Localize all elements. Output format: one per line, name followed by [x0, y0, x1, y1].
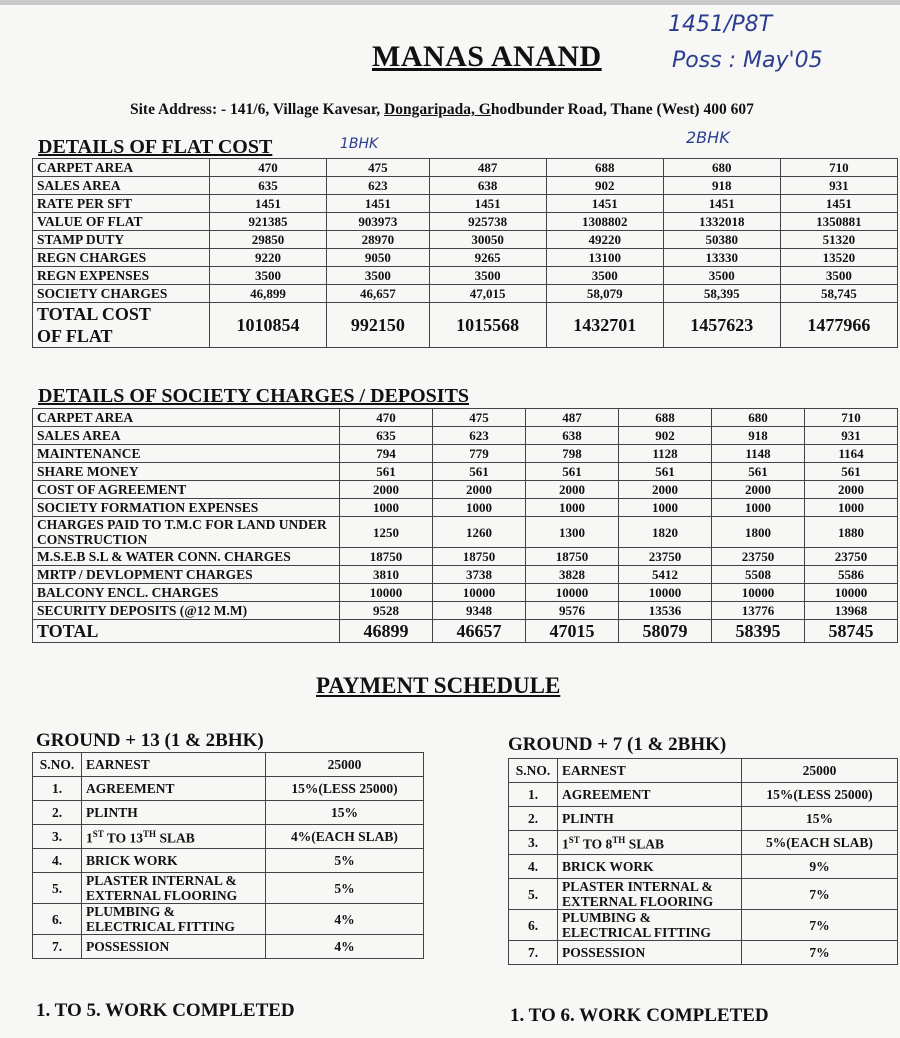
table-cell: 2000	[526, 481, 619, 499]
table-cell: 710	[805, 409, 898, 427]
schedule-row	[509, 783, 898, 807]
payment-cell: 7%	[742, 879, 898, 910]
payment-cell: 15%(LESS 25000)	[742, 783, 898, 807]
table-row	[33, 195, 898, 213]
table-cell: 47,015	[429, 285, 546, 303]
ordinal-suffix: ST	[568, 835, 580, 846]
item-cell: PLINTH	[82, 801, 266, 825]
item-cell: PLUMBING & ELECTRICAL FITTING	[82, 904, 266, 935]
payment-cell: 4%(EACH SLAB)	[266, 825, 424, 849]
table-cell: 3500	[210, 267, 327, 285]
table-cell: 9528	[340, 602, 433, 620]
payment-cell: 5%	[266, 849, 424, 873]
table-cell: 561	[619, 463, 712, 481]
table-cell: 1000	[805, 499, 898, 517]
table-cell: 18750	[433, 548, 526, 566]
table-cell: 638	[429, 177, 546, 195]
table-cell: 1451	[429, 195, 546, 213]
payment-cell: 4%	[266, 904, 424, 935]
table-cell: 13520	[780, 249, 897, 267]
payment-header: 25000	[266, 753, 424, 777]
item-cell: AGREEMENT	[558, 783, 742, 807]
schedule-row	[509, 879, 898, 910]
row-label: RATE PER SFT	[33, 195, 210, 213]
table-cell: 3500	[663, 267, 780, 285]
table-cell: 1308802	[546, 213, 663, 231]
table-cell: 13100	[546, 249, 663, 267]
table-row	[33, 267, 898, 285]
row-label: VALUE OF FLAT	[33, 213, 210, 231]
row-label: MRTP / DEVLOPMENT CHARGES	[33, 566, 340, 584]
payment-cell: 15%	[266, 801, 424, 825]
total-cell: 58745	[805, 620, 898, 643]
table-row	[33, 159, 898, 177]
total-cell: 1015568	[429, 303, 546, 348]
table-cell: 3500	[780, 267, 897, 285]
table-row	[33, 517, 898, 548]
table-cell: 1451	[327, 195, 429, 213]
sno-cell: 4.	[33, 849, 82, 873]
row-label: CHARGES PAID TO T.M.C FOR LAND UNDER CONSTRUCTION	[33, 517, 340, 548]
table-cell: 10000	[805, 584, 898, 602]
item-cell: BRICK WORK	[558, 855, 742, 879]
table-cell: 1451	[780, 195, 897, 213]
payment-schedule-heading: PAYMENT SCHEDULE	[316, 673, 561, 698]
item-cell: PLASTER INTERNAL & EXTERNAL FLOORING	[82, 873, 266, 904]
row-label: SALES AREA	[33, 427, 340, 445]
item-cell	[558, 831, 742, 855]
sno-cell: 5.	[509, 879, 558, 910]
table-cell: 49220	[546, 231, 663, 249]
society-charges-table	[32, 408, 898, 643]
ordinal-suffix: ST	[92, 829, 104, 840]
table-cell: 5508	[712, 566, 805, 584]
table-cell: 9576	[526, 602, 619, 620]
table-cell: 1000	[433, 499, 526, 517]
row-label: REGN CHARGES	[33, 249, 210, 267]
item-cell: AGREEMENT	[82, 777, 266, 801]
schedule-row	[509, 941, 898, 965]
schedule-row	[509, 855, 898, 879]
table-cell: 623	[433, 427, 526, 445]
table-cell: 2000	[340, 481, 433, 499]
table-cell: 5412	[619, 566, 712, 584]
table-row	[33, 427, 898, 445]
schedule-footer-g13: 1. TO 5. WORK COMPLETED	[36, 1000, 295, 1021]
table-cell: 1260	[433, 517, 526, 548]
table-cell: 58,395	[663, 285, 780, 303]
payment-cell: 5%(EACH SLAB)	[742, 831, 898, 855]
schedule-row	[33, 825, 424, 849]
table-cell: 688	[546, 159, 663, 177]
table-cell: 10000	[712, 584, 805, 602]
table-cell: 635	[210, 177, 327, 195]
payment-cell: 7%	[742, 910, 898, 941]
row-label: CARPET AREA	[33, 409, 340, 427]
schedule-row	[33, 849, 424, 873]
sno-header: S.NO.	[33, 753, 82, 777]
table-cell: 28970	[327, 231, 429, 249]
table-cell: 1000	[619, 499, 712, 517]
table-cell: 10000	[619, 584, 712, 602]
table-cell: 30050	[429, 231, 546, 249]
schedule-row	[33, 777, 424, 801]
table-cell: 1451	[546, 195, 663, 213]
table-cell: 1880	[805, 517, 898, 548]
table-cell: 3828	[526, 566, 619, 584]
slab-word: SLAB	[625, 836, 664, 852]
table-cell: 5586	[805, 566, 898, 584]
table-cell: 10000	[340, 584, 433, 602]
sno-cell: 2.	[33, 801, 82, 825]
table-cell: 561	[805, 463, 898, 481]
table-cell: 470	[340, 409, 433, 427]
table-cell: 46,657	[327, 285, 429, 303]
table-row	[33, 409, 898, 427]
address-underlined: Dongaripada, G	[384, 101, 491, 118]
schedule-title-g13: GROUND + 13 (1 & 2BHK)	[36, 730, 264, 751]
table-cell: 1300	[526, 517, 619, 548]
table-cell: 635	[340, 427, 433, 445]
table-cell: 10000	[433, 584, 526, 602]
table-row	[33, 445, 898, 463]
ordinal-suffix: TH	[612, 835, 626, 846]
schedule-footer-g7: 1. TO 6. WORK COMPLETED	[510, 1005, 769, 1026]
table-cell: 902	[619, 427, 712, 445]
row-label: SOCIETY FORMATION EXPENSES	[33, 499, 340, 517]
schedule-header-row	[509, 759, 898, 783]
table-row	[33, 481, 898, 499]
item-cell: PLASTER INTERNAL & EXTERNAL FLOORING	[558, 879, 742, 910]
table-cell: 1820	[619, 517, 712, 548]
table-cell: 561	[712, 463, 805, 481]
table-cell: 29850	[210, 231, 327, 249]
slab-range-end: TO 8	[579, 836, 613, 852]
total-label	[33, 303, 210, 348]
table-cell: 1148	[712, 445, 805, 463]
table-cell: 18750	[526, 548, 619, 566]
table-cell: 623	[327, 177, 429, 195]
schedule-row	[509, 910, 898, 941]
row-label: SHARE MONEY	[33, 463, 340, 481]
slab-range-start: 1	[86, 830, 93, 846]
total-label-line1: TOTAL COST	[37, 304, 151, 324]
payment-cell: 4%	[266, 935, 424, 959]
total-row	[33, 303, 898, 348]
payment-header: 25000	[742, 759, 898, 783]
table-cell: 561	[340, 463, 433, 481]
table-cell: 903973	[327, 213, 429, 231]
table-cell: 50380	[663, 231, 780, 249]
flat-cost-table	[32, 158, 898, 348]
item-header: EARNEST	[558, 759, 742, 783]
table-row	[33, 548, 898, 566]
sno-cell: 5.	[33, 873, 82, 904]
total-cell: 1477966	[780, 303, 897, 348]
table-cell: 918	[712, 427, 805, 445]
handwritten-2bhk-note: 2BHK	[686, 128, 730, 147]
table-cell: 1451	[210, 195, 327, 213]
table-cell: 1000	[712, 499, 805, 517]
table-cell: 2000	[805, 481, 898, 499]
schedule-row	[33, 904, 424, 935]
table-cell: 10000	[526, 584, 619, 602]
slab-range-end: TO 13	[103, 830, 144, 846]
schedule-row	[33, 935, 424, 959]
payment-cell: 15%(LESS 25000)	[266, 777, 424, 801]
handwritten-rate-note: 1451/P8T	[668, 12, 773, 37]
sno-cell: 1.	[33, 777, 82, 801]
total-cell: 47015	[526, 620, 619, 643]
table-cell: 9265	[429, 249, 546, 267]
payment-cell: 5%	[266, 873, 424, 904]
table-cell: 51320	[780, 231, 897, 249]
table-cell: 680	[663, 159, 780, 177]
total-label: TOTAL	[33, 620, 340, 643]
table-row	[33, 285, 898, 303]
table-cell: 18750	[340, 548, 433, 566]
total-cell: 1457623	[663, 303, 780, 348]
table-cell: 487	[429, 159, 546, 177]
table-row	[33, 213, 898, 231]
table-cell: 561	[526, 463, 619, 481]
total-label-line2: OF FLAT	[37, 326, 113, 346]
table-cell: 9050	[327, 249, 429, 267]
total-row	[33, 620, 898, 643]
item-cell: POSSESSION	[82, 935, 266, 959]
payment-schedule-g7	[508, 758, 898, 965]
table-cell: 688	[619, 409, 712, 427]
item-cell: PLUMBING & ELECTRICAL FITTING	[558, 910, 742, 941]
table-cell: 3500	[546, 267, 663, 285]
table-cell: 931	[805, 427, 898, 445]
row-label: M.S.E.B S.L & WATER CONN. CHARGES	[33, 548, 340, 566]
table-cell: 13776	[712, 602, 805, 620]
row-label: BALCONY ENCL. CHARGES	[33, 584, 340, 602]
slab-range-start: 1	[562, 836, 569, 852]
table-cell: 23750	[619, 548, 712, 566]
society-charges-heading: DETAILS OF SOCIETY CHARGES / DEPOSITS	[38, 385, 470, 407]
table-cell: 9220	[210, 249, 327, 267]
table-cell: 13330	[663, 249, 780, 267]
table-cell: 710	[780, 159, 897, 177]
table-cell: 1451	[663, 195, 780, 213]
row-label: CARPET AREA	[33, 159, 210, 177]
schedule-row	[509, 807, 898, 831]
table-cell: 13536	[619, 602, 712, 620]
table-cell: 1000	[340, 499, 433, 517]
table-cell: 475	[327, 159, 429, 177]
payment-schedule-g13	[32, 752, 424, 959]
row-label: SOCIETY CHARGES	[33, 285, 210, 303]
table-cell: 487	[526, 409, 619, 427]
table-cell: 1250	[340, 517, 433, 548]
table-cell: 3500	[327, 267, 429, 285]
table-cell: 794	[340, 445, 433, 463]
table-cell: 2000	[712, 481, 805, 499]
ordinal-suffix: TH	[143, 829, 157, 840]
schedule-header-row	[33, 753, 424, 777]
table-row	[33, 249, 898, 267]
table-cell: 9348	[433, 602, 526, 620]
schedule-row	[509, 831, 898, 855]
total-cell: 46899	[340, 620, 433, 643]
row-label: SECURITY DEPOSITS (@12 M.M)	[33, 602, 340, 620]
table-cell: 902	[546, 177, 663, 195]
item-cell: BRICK WORK	[82, 849, 266, 873]
sno-header: S.NO.	[509, 759, 558, 783]
total-cell: 1010854	[210, 303, 327, 348]
schedule-row	[33, 873, 424, 904]
item-cell: PLINTH	[558, 807, 742, 831]
total-cell: 46657	[433, 620, 526, 643]
schedule-title-g7: GROUND + 7 (1 & 2BHK)	[508, 734, 727, 755]
row-label: COST OF AGREEMENT	[33, 481, 340, 499]
row-label: MAINTENANCE	[33, 445, 340, 463]
sno-cell: 1.	[509, 783, 558, 807]
table-cell: 1332018	[663, 213, 780, 231]
item-cell	[82, 825, 266, 849]
table-cell: 46,899	[210, 285, 327, 303]
table-row	[33, 231, 898, 249]
row-label: SALES AREA	[33, 177, 210, 195]
table-cell: 1000	[526, 499, 619, 517]
table-cell: 638	[526, 427, 619, 445]
table-cell: 925738	[429, 213, 546, 231]
schedule-row	[33, 801, 424, 825]
sno-cell: 6.	[509, 910, 558, 941]
table-row	[33, 566, 898, 584]
slab-word: SLAB	[156, 830, 195, 846]
table-cell: 931	[780, 177, 897, 195]
table-cell: 58,745	[780, 285, 897, 303]
address-suffix: hodbunder Road, Thane (West) 400 607	[490, 101, 754, 118]
total-cell: 58395	[712, 620, 805, 643]
table-cell: 3810	[340, 566, 433, 584]
table-row	[33, 584, 898, 602]
row-label: STAMP DUTY	[33, 231, 210, 249]
payment-cell: 9%	[742, 855, 898, 879]
table-row	[33, 177, 898, 195]
total-cell: 992150	[327, 303, 429, 348]
table-row	[33, 463, 898, 481]
table-cell: 918	[663, 177, 780, 195]
row-label: REGN EXPENSES	[33, 267, 210, 285]
table-cell: 1164	[805, 445, 898, 463]
sno-cell: 3.	[509, 831, 558, 855]
table-cell: 2000	[433, 481, 526, 499]
sno-cell: 4.	[509, 855, 558, 879]
table-cell: 779	[433, 445, 526, 463]
table-cell: 470	[210, 159, 327, 177]
payment-cell: 7%	[742, 941, 898, 965]
table-cell: 3500	[429, 267, 546, 285]
table-cell: 2000	[619, 481, 712, 499]
item-cell: POSSESSION	[558, 941, 742, 965]
sno-cell: 6.	[33, 904, 82, 935]
table-cell: 680	[712, 409, 805, 427]
site-address	[130, 101, 754, 119]
table-cell: 561	[433, 463, 526, 481]
table-cell: 13968	[805, 602, 898, 620]
table-cell: 23750	[712, 548, 805, 566]
table-row	[33, 499, 898, 517]
table-cell: 1128	[619, 445, 712, 463]
page-title: MANAS ANAND	[372, 40, 602, 73]
handwritten-1bhk-note: 1BHK	[340, 136, 379, 152]
sno-cell: 3.	[33, 825, 82, 849]
table-cell: 798	[526, 445, 619, 463]
item-header: EARNEST	[82, 753, 266, 777]
table-cell: 58,079	[546, 285, 663, 303]
table-cell: 475	[433, 409, 526, 427]
flat-cost-heading: DETAILS OF FLAT COST	[38, 136, 273, 158]
scan-top-edge	[0, 0, 900, 5]
table-row	[33, 602, 898, 620]
table-cell: 23750	[805, 548, 898, 566]
table-cell: 1350881	[780, 213, 897, 231]
address-prefix: Site Address: - 141/6, Village Kavesar,	[130, 101, 385, 118]
table-cell: 3738	[433, 566, 526, 584]
sno-cell: 7.	[33, 935, 82, 959]
table-cell: 921385	[210, 213, 327, 231]
sno-cell: 2.	[509, 807, 558, 831]
handwritten-possession-note: Poss : May'05	[672, 48, 823, 73]
payment-cell: 15%	[742, 807, 898, 831]
table-cell: 1800	[712, 517, 805, 548]
total-cell: 58079	[619, 620, 712, 643]
sno-cell: 7.	[509, 941, 558, 965]
total-cell: 1432701	[546, 303, 663, 348]
